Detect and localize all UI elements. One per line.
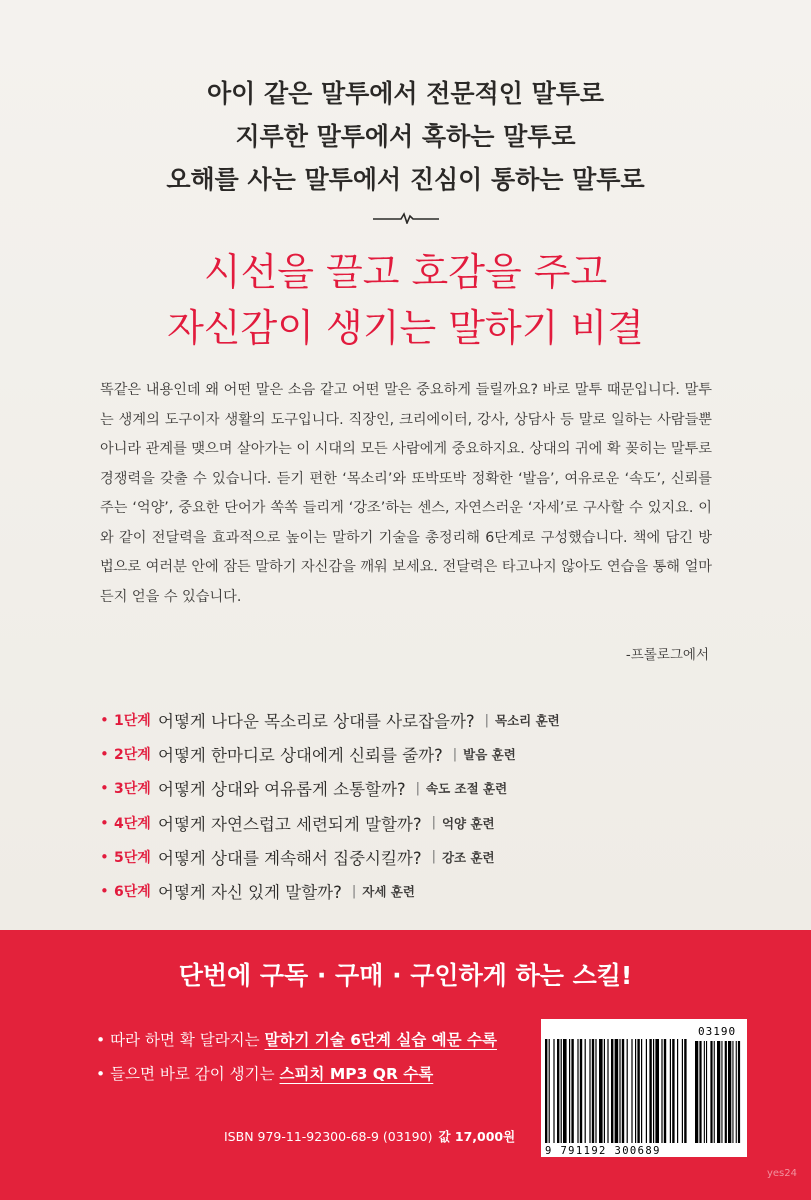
step-question: 어떻게 상대를 계속해서 집중시킬까? [158,848,422,868]
step-separator: | [452,746,458,762]
steps-list [100,703,740,908]
feature-highlight: 스피치 MP3 QR 수록 [279,1065,434,1083]
step-separator: | [415,780,421,796]
bullet-icon: • [100,745,109,764]
barcode-number: 9 791192 300689 [545,1145,661,1157]
prologue-source: -프롤로그에서 [625,647,709,663]
headline-line: 오해를 사는 말투에서 진심이 통하는 말투로 [166,165,645,194]
step-number: 1단계 [114,713,151,730]
barcode [541,1019,747,1157]
watermark: yes24 [766,1168,797,1179]
barcode-bars-icon [545,1039,743,1143]
prologue-paragraph: 똑같은 내용인데 왜 어떤 말은 소음 같고 어떤 말은 중요하게 들릴까요? 바로 말투 때문입니다. 말투는 생계의 도구이자 생활의 도구입니다. 직장인, 크리에이터, 강사, 상담사 등 말로 일하는 사람들뿐 아니라 관계를 맺으며 살아가는 이 시대의 모든 사람에게 중요하지요. 상대의 귀에 확 꽂히는 말투로 경쟁력을 갖출 수 있습니다. 듣기 편한 ‘목소리’와 또박또박 정확한 ‘발음’, 여유로운 ‘속도’, 신뢰를 주는 ‘억양’, 중요한 단어가 쏙쏙 들리게 ‘강조’하는 센스, 자연스러운 ‘자세’로 구사할 수 있지요. 이와 같이 전달력을 효과적으로 높이는 말하기 기술을 총정리해 6단계로 구성했습니다. 책에 담긴 방법으로 여러분 안에 잠든 말하기 자신감을 깨워 보세요. 전달력은 타고나지 않아도 연습을 통해 얼마든지 얻을 수 있습니다. [100,382,712,605]
step-tag: 발음 훈련 [463,747,516,763]
feature-highlight: 말하기 기술 6단계 실습 예문 수록 [264,1031,497,1049]
price-text: 값 17,000원 [438,1129,516,1144]
isbn-price-line [224,1127,515,1145]
feature-line [96,1028,497,1050]
step-tag: 자세 훈련 [362,884,415,900]
step-item [100,737,740,771]
step-number: 3단계 [114,781,151,798]
step-separator: | [431,849,436,865]
step-number: 5단계 [114,849,151,866]
step-question: 어떻게 상대와 여유롭게 소통할까? [158,780,406,800]
feature-prefix: • 들으면 바로 감이 생기는 [96,1065,280,1083]
step-item [100,806,740,840]
step-question: 어떻게 자연스럽고 세련되게 말할까? [158,814,422,834]
barcode-addon-number: 03190 [698,1025,737,1038]
step-tag: 강조 훈련 [441,849,495,865]
feature-prefix: • 따라 하면 확 달라지는 [96,1031,265,1049]
step-number: 6단계 [114,884,151,901]
bullet-icon: • [100,779,109,798]
bullet-icon: • [100,882,109,901]
step-tag: 목소리 훈련 [495,713,560,729]
headline-group [0,72,811,201]
step-item [100,840,740,874]
step-separator: | [351,883,357,899]
step-question: 어떻게 자신 있게 말할까? [158,883,342,903]
step-separator: | [484,712,490,728]
red-title [0,244,811,356]
feature-line [96,1062,433,1084]
step-item [100,874,740,908]
step-separator: | [431,815,436,831]
promo-headline: 단번에 구독 · 구매 · 구인하게 하는 스킬! [178,961,633,990]
step-question: 어떻게 한마디로 상대에게 신뢰를 줄까? [158,746,443,766]
step-number: 2단계 [114,747,151,764]
step-item [100,703,740,737]
heartbeat-divider-icon [373,212,439,224]
step-tag: 억양 훈련 [441,815,495,831]
step-question: 어떻게 나다운 목소리로 상대를 사로잡을까? [158,712,475,732]
bullet-icon: • [100,711,109,730]
red-title-line: 자신감이 생기는 말하기 비결 [167,306,644,350]
step-item [100,771,740,805]
headline-line: 지루한 말투에서 혹하는 말투로 [235,122,576,151]
bullet-icon: • [100,813,109,832]
headline-line: 아이 같은 말투에서 전문적인 말투로 [206,79,605,108]
step-tag: 속도 조절 훈련 [426,781,508,797]
red-title-line: 시선을 끌고 호감을 주고 [203,250,608,294]
step-number: 4단계 [114,815,151,832]
bullet-icon: • [100,847,109,866]
isbn-text: ISBN 979-11-92300-68-9 (03190) [224,1129,433,1144]
